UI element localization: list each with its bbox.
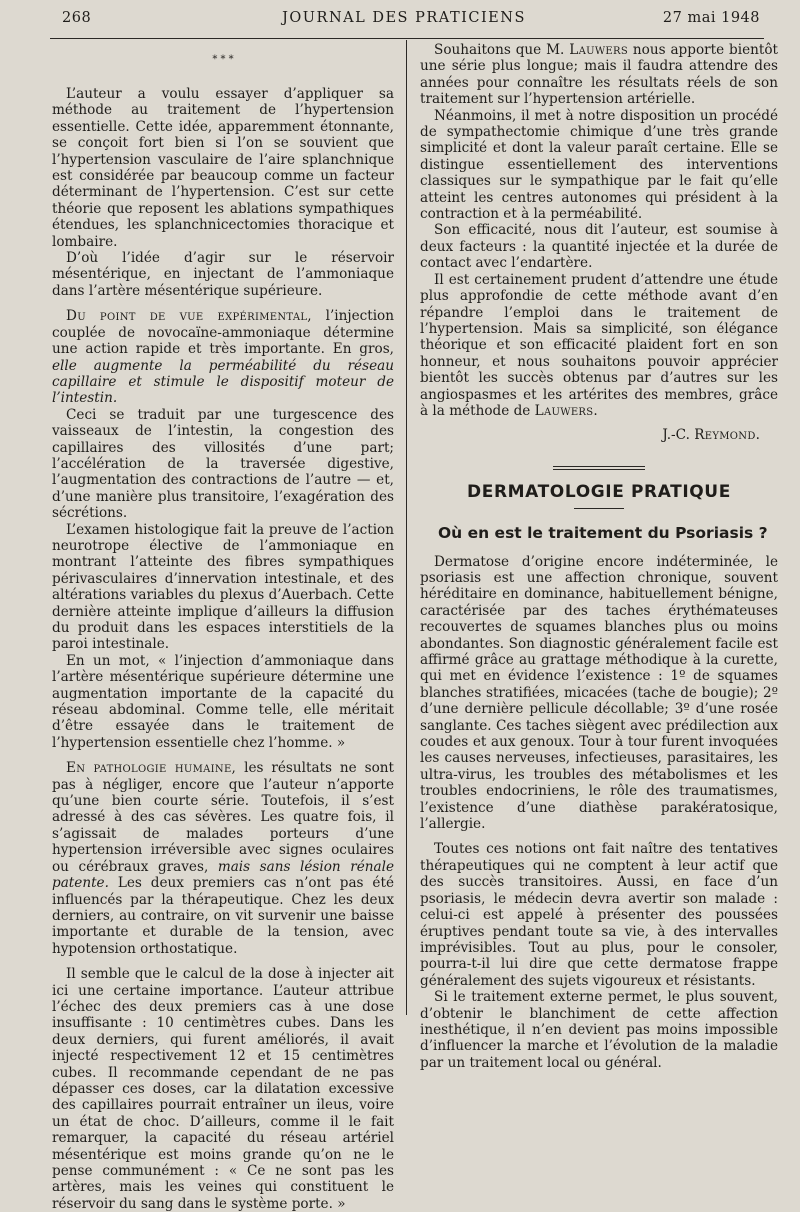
paragraph: L’examen histologique fait la preuve de l’action neurotrope élective de l’ammoniaque en montrant l’atteinte des fibres sympathiques périvasculaires d’innervation intestinale, et des altérations variables du plexus d’Auerbach. Cette dernière atteinte implique d’ailleurs la diffusion du produit dans les espaces interstitiels de la paroi intestinale.: [52, 521, 394, 653]
paragraph: L’auteur a voulu essayer d’appliquer sa méthode au traitement de l’hypertension essentielle. Cette idée, apparemment étonnante, se conçoit fort bien si l’on se souvient que l’hypertension vasculaire de l’aire splanchnique est considérée par beaucoup comme un facteur déterminant de l’hypertension. C’est sur cette théorie que reposent les ablations sympathiques étendues, les splanchnicectomies thoracique et lombaire.: [52, 86, 394, 250]
section-stars: * * *: [212, 54, 234, 65]
right-column: [420, 42, 778, 1071]
issue-date: 27 mai 1948: [662, 10, 760, 26]
author-name: Lauwers: [534, 402, 594, 419]
run-in-heading: En pathologie humaine,: [66, 760, 237, 777]
paragraph: Du point de vue expérimental, l’injection couplée de novocaïne-ammoniaque détermine une action rapide et très importante. En gros, elle augmente la perméabilité du réseau capillaire et stimule le dispositif moteur de l’intestin.: [52, 308, 394, 407]
article-title: Où en est le traitement du Psoriasis ?: [438, 524, 768, 543]
signature: J.-C. Reymond.: [662, 427, 760, 444]
article-body: [420, 554, 778, 1072]
paragraph: Il semble que le calcul de la dose à injecter ait ici une certaine importance. L’auteur attribue l’échec des deux premiers cas à une dose insuffisante : 10 centimètres cubes. Dans les deux derniers, qui furent améliorés, il avait injecté respectivement 12 et 15 centimètres cubes. Il recommande cependant de ne pas dépasser ces doses, car la dilatation excessive des capillaires pourrait entraîner un ileus, voire un état de choc. D’ailleurs, comme il le fait remarquer, la capacité du réseau artériel mésentérique est moins grande qu’on ne le pense communément : « Ce ne sont pas les artères, mais les veines qui constituent le réservoir du sang dans le système porte. »: [52, 966, 394, 1212]
emphasis: mais sans lésion rénale patente.: [52, 858, 395, 892]
paragraph: Néanmoins, il met à notre disposition un procédé de sympathectomie chimique d’une très grande simplicité et dont la valeur paraît certaine. Elle se distingue essentiellement des interventions classiques sur le sympathique par le fait qu’elle atteint les centres autonomes qui président à la contraction et à la perméabilité.: [420, 107, 778, 223]
paragraph: Il est certainement prudent d’attendre une étude plus approfondie de cette méthode avant d’en répandre l’emploi dans le traitement de l’hypertension. Mais sa simplicité, son élégance théorique et son efficacité plaident fort en son honneur, et nous souhaitons pouvoir apprécier bientôt les succès obtenus par d’autres sur les angiospasmes et les artérites des membres, grâce à la méthode de Lauwers.: [420, 271, 778, 419]
paragraph: En un mot, « l’injection d’ammoniaque dans l’artère mésentérique supérieure détermine une augmentation importante de la capacité du réseau abdominal. Comme telle, elle méritait d’être essayée dans le traitement de l’hypertension essentielle chez l’homme. »: [52, 652, 394, 751]
paragraph: Ceci se traduit par une turgescence des vaisseaux de l’intestin, la congestion des capillaires des villosités d’une part; l’accélération de la traversée digestive, l’augmentation des contractions de l’autre — et, d’une manière plus transitoire, l’exagération des sécrétions.: [52, 406, 394, 522]
section-separator: [553, 466, 645, 470]
section-rubric: DERMATOLOGIE PRATIQUE: [467, 481, 731, 502]
column-divider: [406, 40, 407, 1015]
paragraph: Si le traitement externe permet, le plus souvent, d’obtenir le blanchiment de cette affection inesthétique, il n’en devient pas moins impossible d’influencer la marche et l’évolution de la maladie par un traitement local ou général.: [420, 989, 778, 1071]
run-in-heading: Du point de vue expérimental,: [66, 308, 312, 325]
paragraph: En pathologie humaine, les résultats ne sont pas à négliger, encore que l’auteur n’apporte qu’une bien courte série. Toutefois, il s’est adressé à des cas sévères. Les quatre fois, il s’agissait de malades porteurs d’une hypertension irréversible avec signes oculaires ou cérébraux graves, mais sans lésion rénale patente. Les deux premiers cas n’ont pas été influencés par la thérapeutique. Chez les deux derniers, au contraire, on vit survenir une baisse importante et durable de la tension, avec hypotension orthostatique.: [52, 760, 395, 957]
running-header: [48, 10, 760, 32]
page-number: 268: [62, 10, 92, 26]
paragraph: Son efficacité, nous dit l’auteur, est soumise à deux facteurs : la quantité injectée et la durée de contact avec l’endartère.: [420, 222, 778, 272]
rubric-rule: [574, 508, 624, 509]
header-rule: [50, 38, 764, 39]
paragraph: D’où l’idée d’agir sur le réservoir mésentérique, en injectant de l’ammoniaque dans l’artère mésentérique supérieure.: [52, 250, 394, 299]
paragraph: Dermatose d’origine encore indéterminée, le psoriasis est une affection chronique, souvent héréditaire en dominance, habituellement bénigne, caractérisée par des taches érythémateuses recouvertes de squames blanches plus ou moins abondantes. Son diagnostic généralement facile est affirmé grâce au grattage méthodique à la curette, qui met en évidence l’existence : 1º de squames blanches stratifiées, micacées (tache de bougie); 2º d’une dernière pellicule décollable; 3º d’une rosée sanglante. Ces taches siègent avec prédilection aux coudes et aux genoux. Tour à tour furent invoquées les causes nerveuses, infectieuses, parasitaires, les ultra-virus, les troubles des métabolismes et les troubles endocriniens, le rôle des traumatismes, l’existence d’une diathèse parakératosique, l’allergie.: [420, 553, 778, 833]
journal-title: JOURNAL DES PRATICIENS: [282, 10, 526, 26]
paragraph: Toutes ces notions ont fait naître des tentatives thérapeutiques qui ne comptent à leur actif que des succès transitoires. Aussi, en face d’un psoriasis, le médecin devra avertir son malade : celui-ci est appelé à présenter des poussées éruptives pendant toute sa vie, à des intervalles imprévisibles. Tout au plus, pour le consoler, pourra-t-il lui dire que cette dermatose frappe généralement des sujets vigoureux et résistants.: [420, 841, 778, 989]
left-column: [52, 42, 394, 1212]
author-name: Lauwers: [569, 42, 628, 58]
emphasis: elle augmente la perméabilité du réseau capillaire et stimule le dispositif moteur de l’intestin.: [52, 357, 394, 407]
paragraph: Souhaitons que M. Lauwers nous apporte bientôt une série plus longue; mais il faudra attendre des années pour connaître les résultats réels de son traitement sur l’hypertension artérielle.: [420, 42, 778, 108]
